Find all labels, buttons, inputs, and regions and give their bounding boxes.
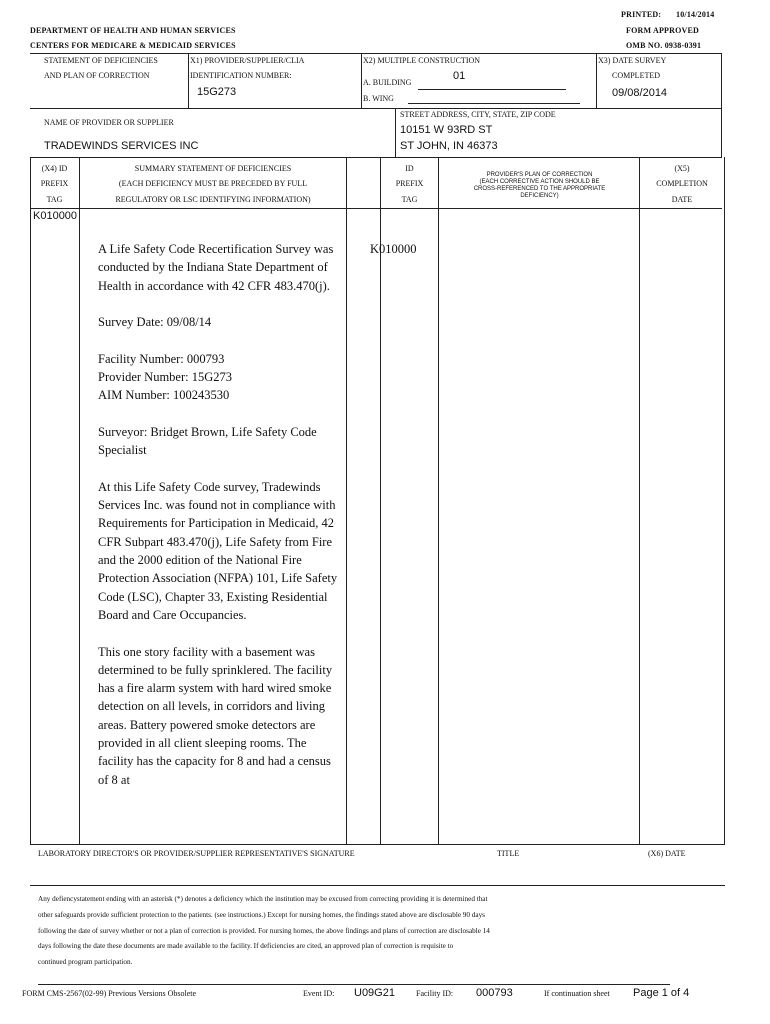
facility-id: 000793 [476,987,513,999]
x2-label: X2) MULTIPLE CONSTRUCTION [363,56,481,65]
continuation-label: If continuation sheet [544,989,610,998]
x4-id-header: (X4) ID [41,164,68,173]
table-left-border [30,157,31,845]
grid-divider [361,53,362,109]
building-value: 01 [453,70,466,82]
page-number: Page 1 of 4 [633,987,690,999]
title-label: TITLE [497,849,520,858]
x4-prefix-header: PREFIX [40,179,69,188]
printed-date: 10/14/2014 [676,10,715,19]
event-id: U09G21 [354,987,395,999]
x1-sublabel: IDENTIFICATION NUMBER: [190,71,292,80]
wing-underline [408,103,580,104]
deficiency-tag-left: K010000 [33,210,78,222]
x6-date-label: (X6) DATE [648,849,686,858]
column-header-rule [30,208,722,209]
plan-subheader: (EACH CORRECTIVE ACTION SHOULD BE [479,179,600,185]
provider-name-label: NAME OF PROVIDER OR SUPPLIER [44,118,174,127]
disclaimer-line: Any defiencystatement ending with an asterisk (*) denotes a deficiency which the institution may be excused from correcting providing it is determined that [38,895,488,903]
table-right-border [724,157,725,845]
x5-completion-header: COMPLETION [656,179,708,188]
table-bottom-border [30,844,725,845]
plan-subheader: CROSS-REFERENCED TO THE APPROPRIATE [473,186,606,192]
paragraph: Surveyor: Bridget Brown, Life Safety Code Specialist [98,424,317,458]
form-approved: FORM APPROVED [626,26,700,35]
disclaimer [38,892,718,971]
address-line-1: 10151 W 93RD ST [400,124,493,136]
column-divider [438,157,439,845]
signature-label: LABORATORY DIRECTOR'S OR PROVIDER/SUPPLIER REPRESENTATIVE'S SIGNATURE [38,849,355,858]
column-divider [380,157,381,845]
disclaimer-line: days following the date these documents are made available to the facility. If deficiencies are cited, an approved plan of correction is requisite to [38,942,454,951]
agency-name: CENTERS FOR MEDICARE & MEDICAID SERVICES [30,41,236,50]
grid-right-border [721,53,722,158]
address-label: STREET ADDRESS, CITY, STATE, ZIP CODE [400,110,556,119]
grid-divider [188,53,189,109]
event-id-label: Event ID: [303,989,335,998]
x3-label: X3) DATE SURVEY [598,56,667,65]
address-line-2: ST JOHN, IN 46373 [400,140,498,152]
building-underline [418,89,566,90]
form-number: FORM CMS-2567(02-99) Previous Versions Obsolete [22,989,197,998]
summary-subheader: REGULATORY OR LSC IDENTIFYING INFORMATION) [115,195,311,204]
signature-rule [30,885,725,886]
survey-date: 09/08/2014 [612,87,668,99]
printed-label: PRINTED: [621,10,662,19]
paragraph: Facility Number: 000793 Provider Number: 15G273 AIM Number: 100243530 [98,351,233,403]
paragraph: Survey Date: 09/08/14 [98,315,212,330]
x3-sublabel: COMPLETED [612,71,660,80]
id-prefix-header: PREFIX [395,179,424,188]
paragraph: This one story facility with a basement was determined to be fully sprinklered. The facility has a fire alarm system with hard wired smoke detection on all levels, in corridors and living areas. Battery powered smoke detectors are provided in all client sleeping rooms. The facility has the capacity for 8 and had a census of 8 at [98,644,333,787]
building-label: A. BUILDING [363,78,412,87]
id-header: ID [405,164,414,173]
facility-id-label: Facility ID: [416,989,454,998]
x5-date-header: DATE [671,195,693,204]
summary-header: SUMMARY STATEMENT OF DEFICIENCIES [134,164,292,173]
x5-header: (X5) [674,164,690,173]
disclaimer-line: other safeguards provide sufficient protection to the patients. (see instructions.) Except for nursing homes, the findings stated above are disclosable 90 days [38,910,485,919]
paragraph: At this Life Safety Code survey, Tradewinds Services Inc. was found not in compliance with Requirements for Participation in Medicaid, 42 CFR Subpart 483.470(j), Life Safety from Fire and the 2000 edition of the National Fire Protection Association (NFPA) 101, Life Safety Code (LSC), Chapter 33, Existing Residential Board and Care Occupancies. [98,479,338,622]
id-tag-header: TAG [401,195,418,204]
x1-label: X1) PROVIDER/SUPPLIER/CLIA [190,56,305,65]
deficiency-tag-right: K010000 [370,242,417,256]
disclaimer-line: continued program participation. [38,958,133,967]
grid-rule [30,157,722,158]
grid-rule [30,108,722,109]
grid-top-rule [30,53,722,54]
column-divider [346,157,347,845]
plan-subheader: DEFICIENCY) [520,193,559,199]
provider-name: TRADEWINDS SERVICES INC [44,140,199,152]
summary-statement [98,240,338,789]
plan-header: PROVIDER'S PLAN OF CORRECTION [486,172,593,178]
provider-number: 15G273 [197,86,237,98]
grid-divider [395,108,396,158]
wing-label: B. WING [363,94,394,103]
statement-label: STATEMENT OF DEFICIENCIES [44,56,158,65]
omb-number: OMB NO. 0938-0391 [626,41,702,50]
grid-divider [596,53,597,109]
paragraph: A Life Safety Code Recertification Survey was conducted by the Indiana State Department of Health in accordance with 42 CFR 483.470(j). [98,242,334,293]
department-name: DEPARTMENT OF HEALTH AND HUMAN SERVICES [30,26,236,35]
footer-rule [38,984,670,985]
x4-tag-header: TAG [46,195,63,204]
summary-subheader: (EACH DEFICIENCY MUST BE PRECEDED BY FULL [118,179,308,188]
column-divider [639,157,640,845]
plan-label: AND PLAN OF CORRECTION [44,71,150,80]
column-divider [79,157,80,845]
disclaimer-line: following the date of survey whether or not a plan of correction is provided. For nursing homes, the above findings and plans of correction are disclosable 14 [38,926,490,935]
